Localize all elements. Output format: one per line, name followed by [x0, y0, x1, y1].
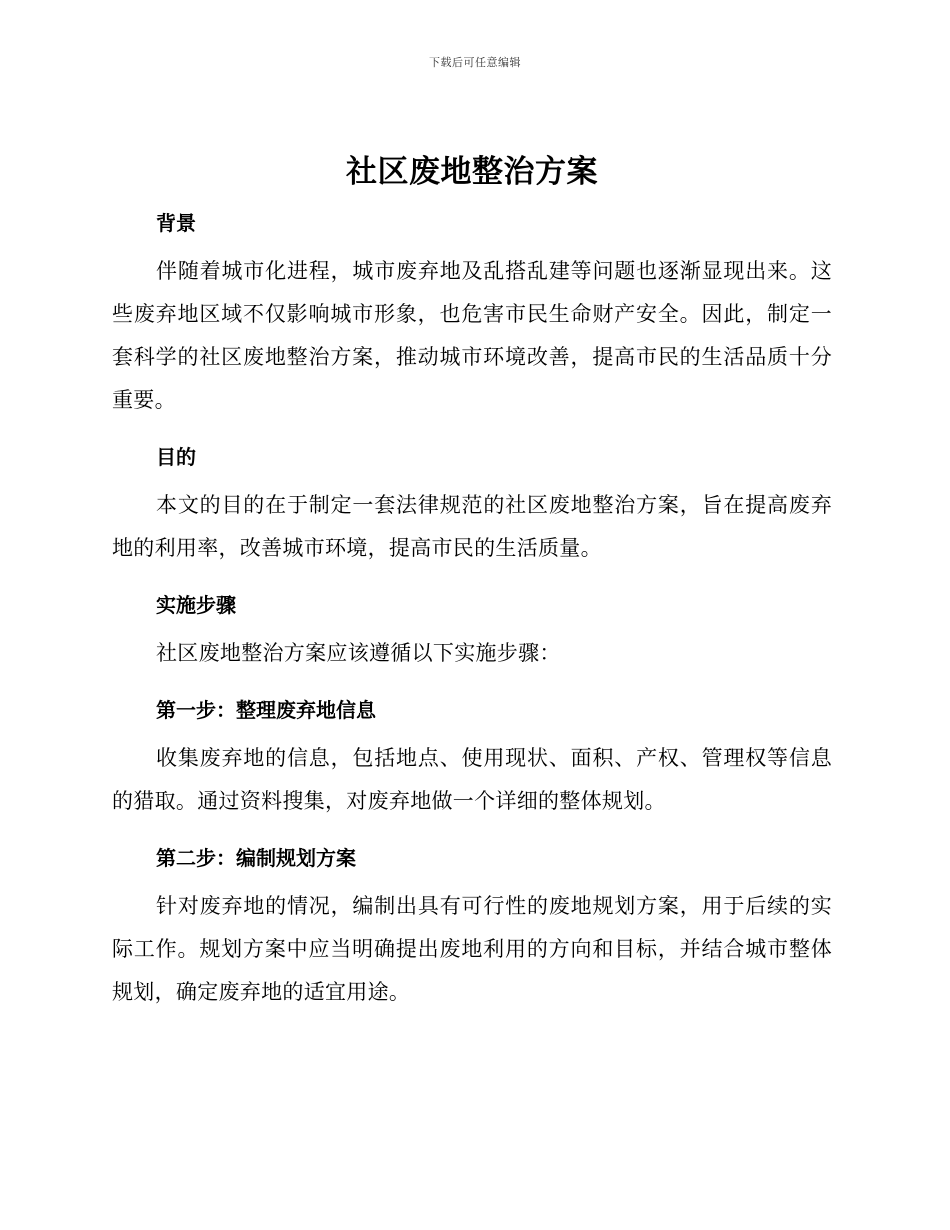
section-heading: 第一步：整理废弃地信息 [156, 698, 376, 722]
section-paragraph: 伴随着城市化进程，城市废弃地及乱搭乱建等问题也逐渐显现出来。这些废弃地区域不仅影响城市形象，也危害市民生命财产安全。因此，制定一套科学的社区废地整治方案，推动城市环境改善，提高市民的生活品质十分重要。 [112, 259, 832, 412]
section-paragraph: 本文的目的在于制定一套法律规范的社区废地整治方案，旨在提高废弃地的利用率，改善城市环境，提高市民的生活质量。 [112, 493, 832, 560]
section-paragraph: 针对废弃地的情况，编制出具有可行性的废地规划方案，用于后续的实际工作。规划方案中应当明确提出废地利用的方向和目标，并结合城市整体规划，确定废弃地的适宜用途。 [112, 894, 832, 1004]
section-heading: 背景 [156, 211, 196, 235]
section-heading: 第二步：编制规划方案 [156, 846, 356, 870]
section-paragraph: 收集废弃地的信息，包括地点、使用现状、面积、产权、管理权等信息的猎取。通过资料搜集，对废弃地做一个详细的整体规划。 [112, 746, 832, 813]
section-step-one [112, 695, 832, 823]
section-heading: 目的 [156, 445, 196, 469]
document-body [112, 148, 832, 1014]
section-paragraph: 社区废地整治方案应该遵循以下实施步骤： [156, 641, 561, 665]
section-background [112, 208, 832, 422]
section-step-two [112, 843, 832, 1014]
page-header-note: 下载后可任意编辑 [429, 56, 521, 69]
document-title: 社区废地整治方案 [346, 154, 598, 190]
section-purpose [112, 442, 832, 570]
section-heading: 实施步骤 [156, 593, 236, 617]
section-steps [112, 590, 832, 675]
